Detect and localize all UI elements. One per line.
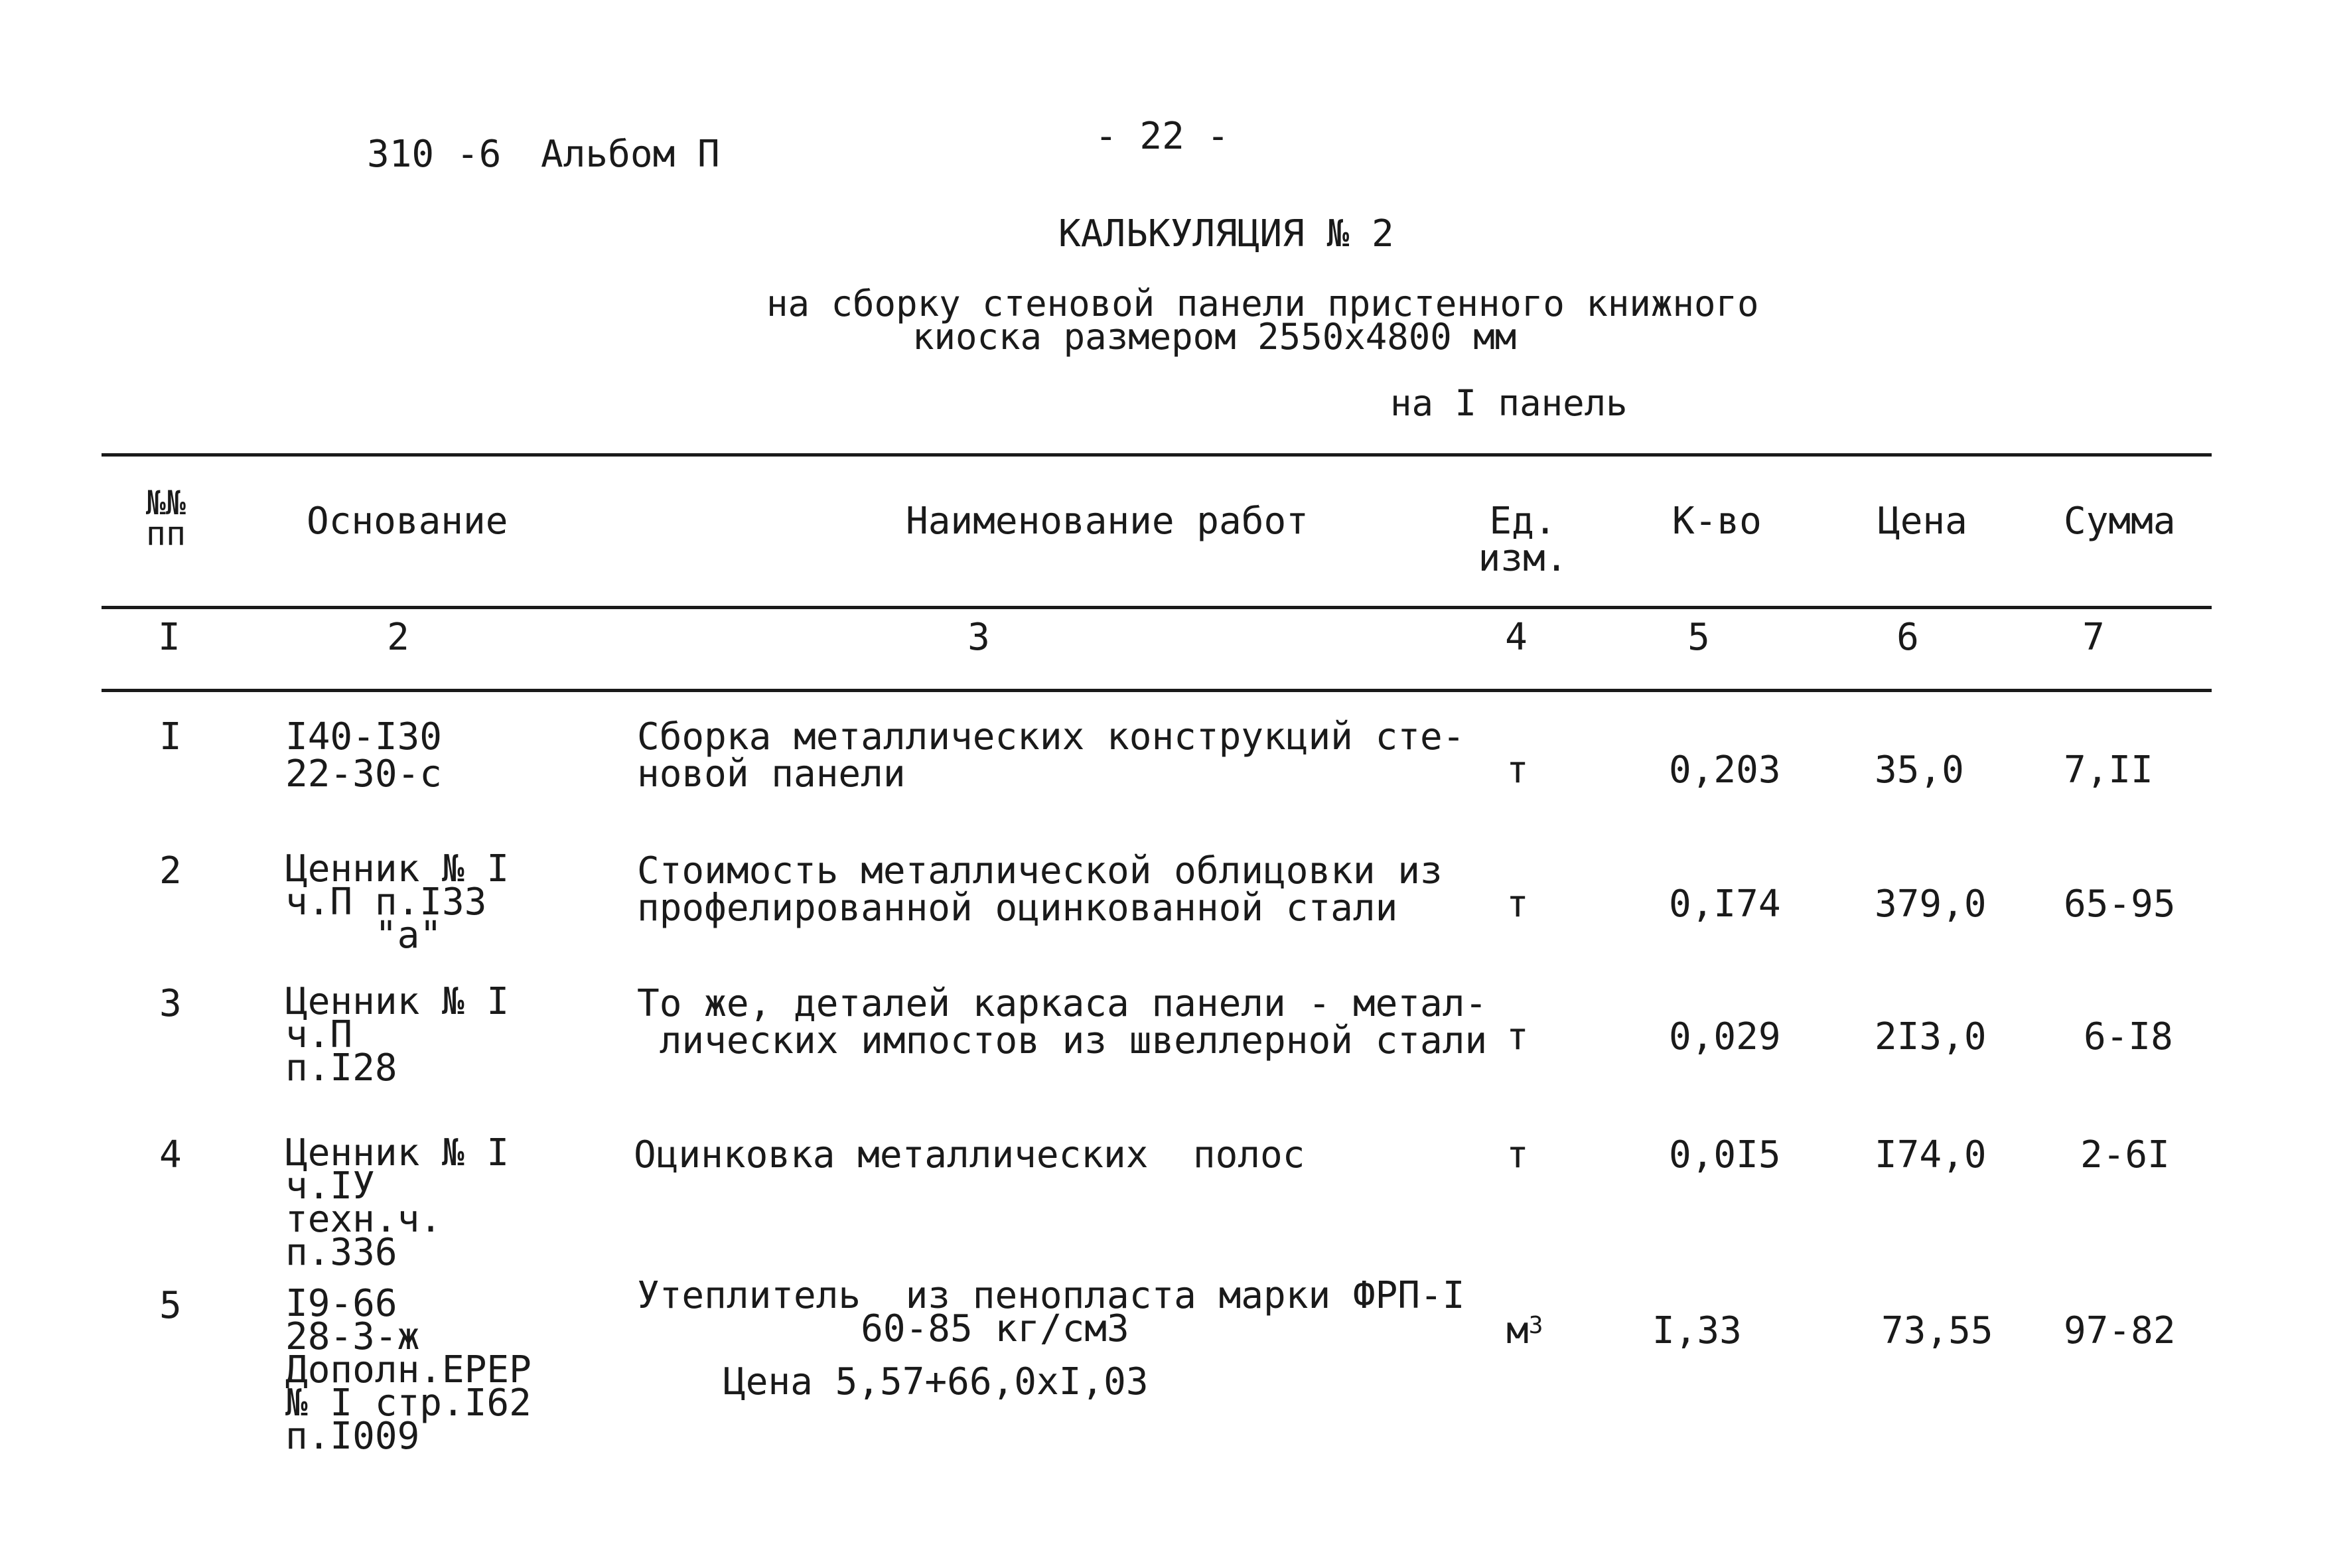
row-price: 379,0 [1875,883,1987,926]
col-number-1: I [158,616,180,659]
row-price: 35,0 [1875,748,1964,792]
row-name: То же, деталей каркаса панели - метал- лических импостов из швеллерной стали [637,982,1488,1062]
col-header-name: Наименование работ [906,500,1309,543]
col-number-6: 6 [1896,616,1919,659]
col-number-3: 3 [967,616,990,659]
row-num: 5 [159,1284,182,1327]
unit-superscript: 3 [1528,1312,1543,1339]
row-num: 3 [159,982,182,1025]
row-sum: 97-82 [2064,1309,2176,1352]
col-number-2: 2 [387,616,409,659]
row-unit [1506,1309,1543,1352]
row-qty: 0,029 [1669,1015,1781,1058]
col-header-basis: Основание [307,500,508,543]
col-header-qty: К-во [1672,500,1762,543]
row-sum: 7,II [2064,748,2153,792]
col-header-unit: Ед. изм. [1478,500,1568,580]
subtitle-line-1: на сборку стеновой панели пристенного книжного [766,283,1759,324]
row-unit: т [1506,748,1529,792]
row-qty: 0,I74 [1669,883,1781,926]
row-unit: т [1506,1133,1529,1176]
table-top-rule [102,453,2212,457]
per-unit-label: на I панель [1390,382,1628,424]
col-header-sum: Сумма [2064,500,2176,543]
row-sum: 65-95 [2064,883,2176,926]
row-name-note: Цена 5,57+66,0хI,03 [723,1360,1149,1403]
row-unit: т [1506,1015,1529,1058]
row-basis: Ценник № I ч.IУ техн.ч. п.336 [285,1131,510,1274]
col-header-num: №№ пп [145,484,186,553]
row-num: 2 [159,849,182,892]
row-qty: 0,203 [1669,748,1781,792]
col-number-5: 5 [1687,616,1710,659]
row-unit: т [1506,883,1529,926]
row-sum: 2-6I [2080,1133,2170,1176]
row-name: Стоимость металлической облицовки из профелированной оцинкованной стали [637,849,1443,930]
subtitle-line-2: киоска размером 2550х4800 мм [912,316,1517,358]
album-label: Альбом П [541,133,720,176]
page-number: - 22 - [1095,115,1230,158]
row-name: Утеплитель из пенопласта марки ФРП-I 60-85 кг/см3 [637,1274,1465,1350]
row-qty: 0,0I5 [1669,1133,1781,1176]
row-price: I74,0 [1875,1133,1987,1176]
row-basis: I40-I30 22-30-с [285,715,443,796]
document-title: КАЛЬКУЛЯЦИЯ № 2 [1058,212,1394,255]
row-qty: I,33 [1652,1309,1742,1352]
row-name: Сборка металлических конструкций сте- новой панели [637,715,1465,796]
row-sum: 6-I8 [2084,1015,2173,1058]
col-number-7: 7 [2082,616,2105,659]
header-bottom-rule [102,606,2212,609]
column-numbers-bottom-rule [102,689,2212,692]
row-basis: Ценник № I ч.П п.I28 [285,980,510,1090]
row-basis: I9-66 28-3-ж Дополн.ЕРЕР № I стр.I62 п.I009 [285,1282,532,1458]
row-num: 4 [159,1133,182,1176]
row-price: 73,55 [1881,1309,1993,1352]
row-name: Оцинковка металлических полос [634,1133,1305,1176]
row-basis: Ценник № I ч.П п.I33 "а" [285,847,510,957]
album-code: 310 -6 [367,133,502,176]
col-header-price: Цена [1878,500,1967,543]
unit-text: м [1506,1309,1529,1352]
row-num: I [159,715,182,758]
col-number-4: 4 [1505,616,1528,659]
row-price: 2I3,0 [1875,1015,1987,1058]
